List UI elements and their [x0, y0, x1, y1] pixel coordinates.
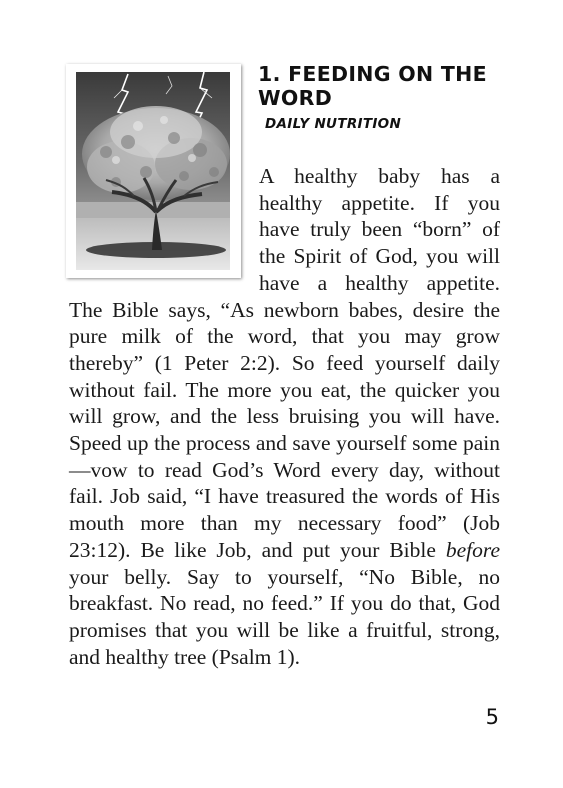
- body-text-part-2: your belly. Say to yourself, “No Bible, no breakfast. No read, no feed.” If you do that, God promises that you will be like a fruitful, strong, and healthy tree (Psalm 1).: [69, 564, 500, 669]
- chapter-subtitle: DAILY NUTRITION: [265, 116, 402, 132]
- body-text-emphasis: before: [445, 537, 500, 562]
- page-number: 5: [485, 705, 499, 729]
- body-text-part-1: A healthy baby has a healthy appetite. If you have truly been “born” of the Spirit of God, you will have a healthy appetite. The Bible says, “As newborn babes, desire the pure milk of the word, that you may grow thereby” (1 Peter 2:2). So feed yourself daily without fail. The more you eat, the quicker you will grow, and the less bruising you will have. Speed up the process and save yourself some pain—vow to read God’s Word every day, without fail. Job said, “I have treasured the words of His mouth more than my necessary food” (Job 23:12). Be like Job, and put your Bible: [69, 164, 500, 562]
- body-paragraph: [69, 163, 500, 670]
- chapter-title: 1. FEEDING ON THE WORD: [258, 62, 487, 110]
- image-wrap-spacer: [69, 163, 259, 293]
